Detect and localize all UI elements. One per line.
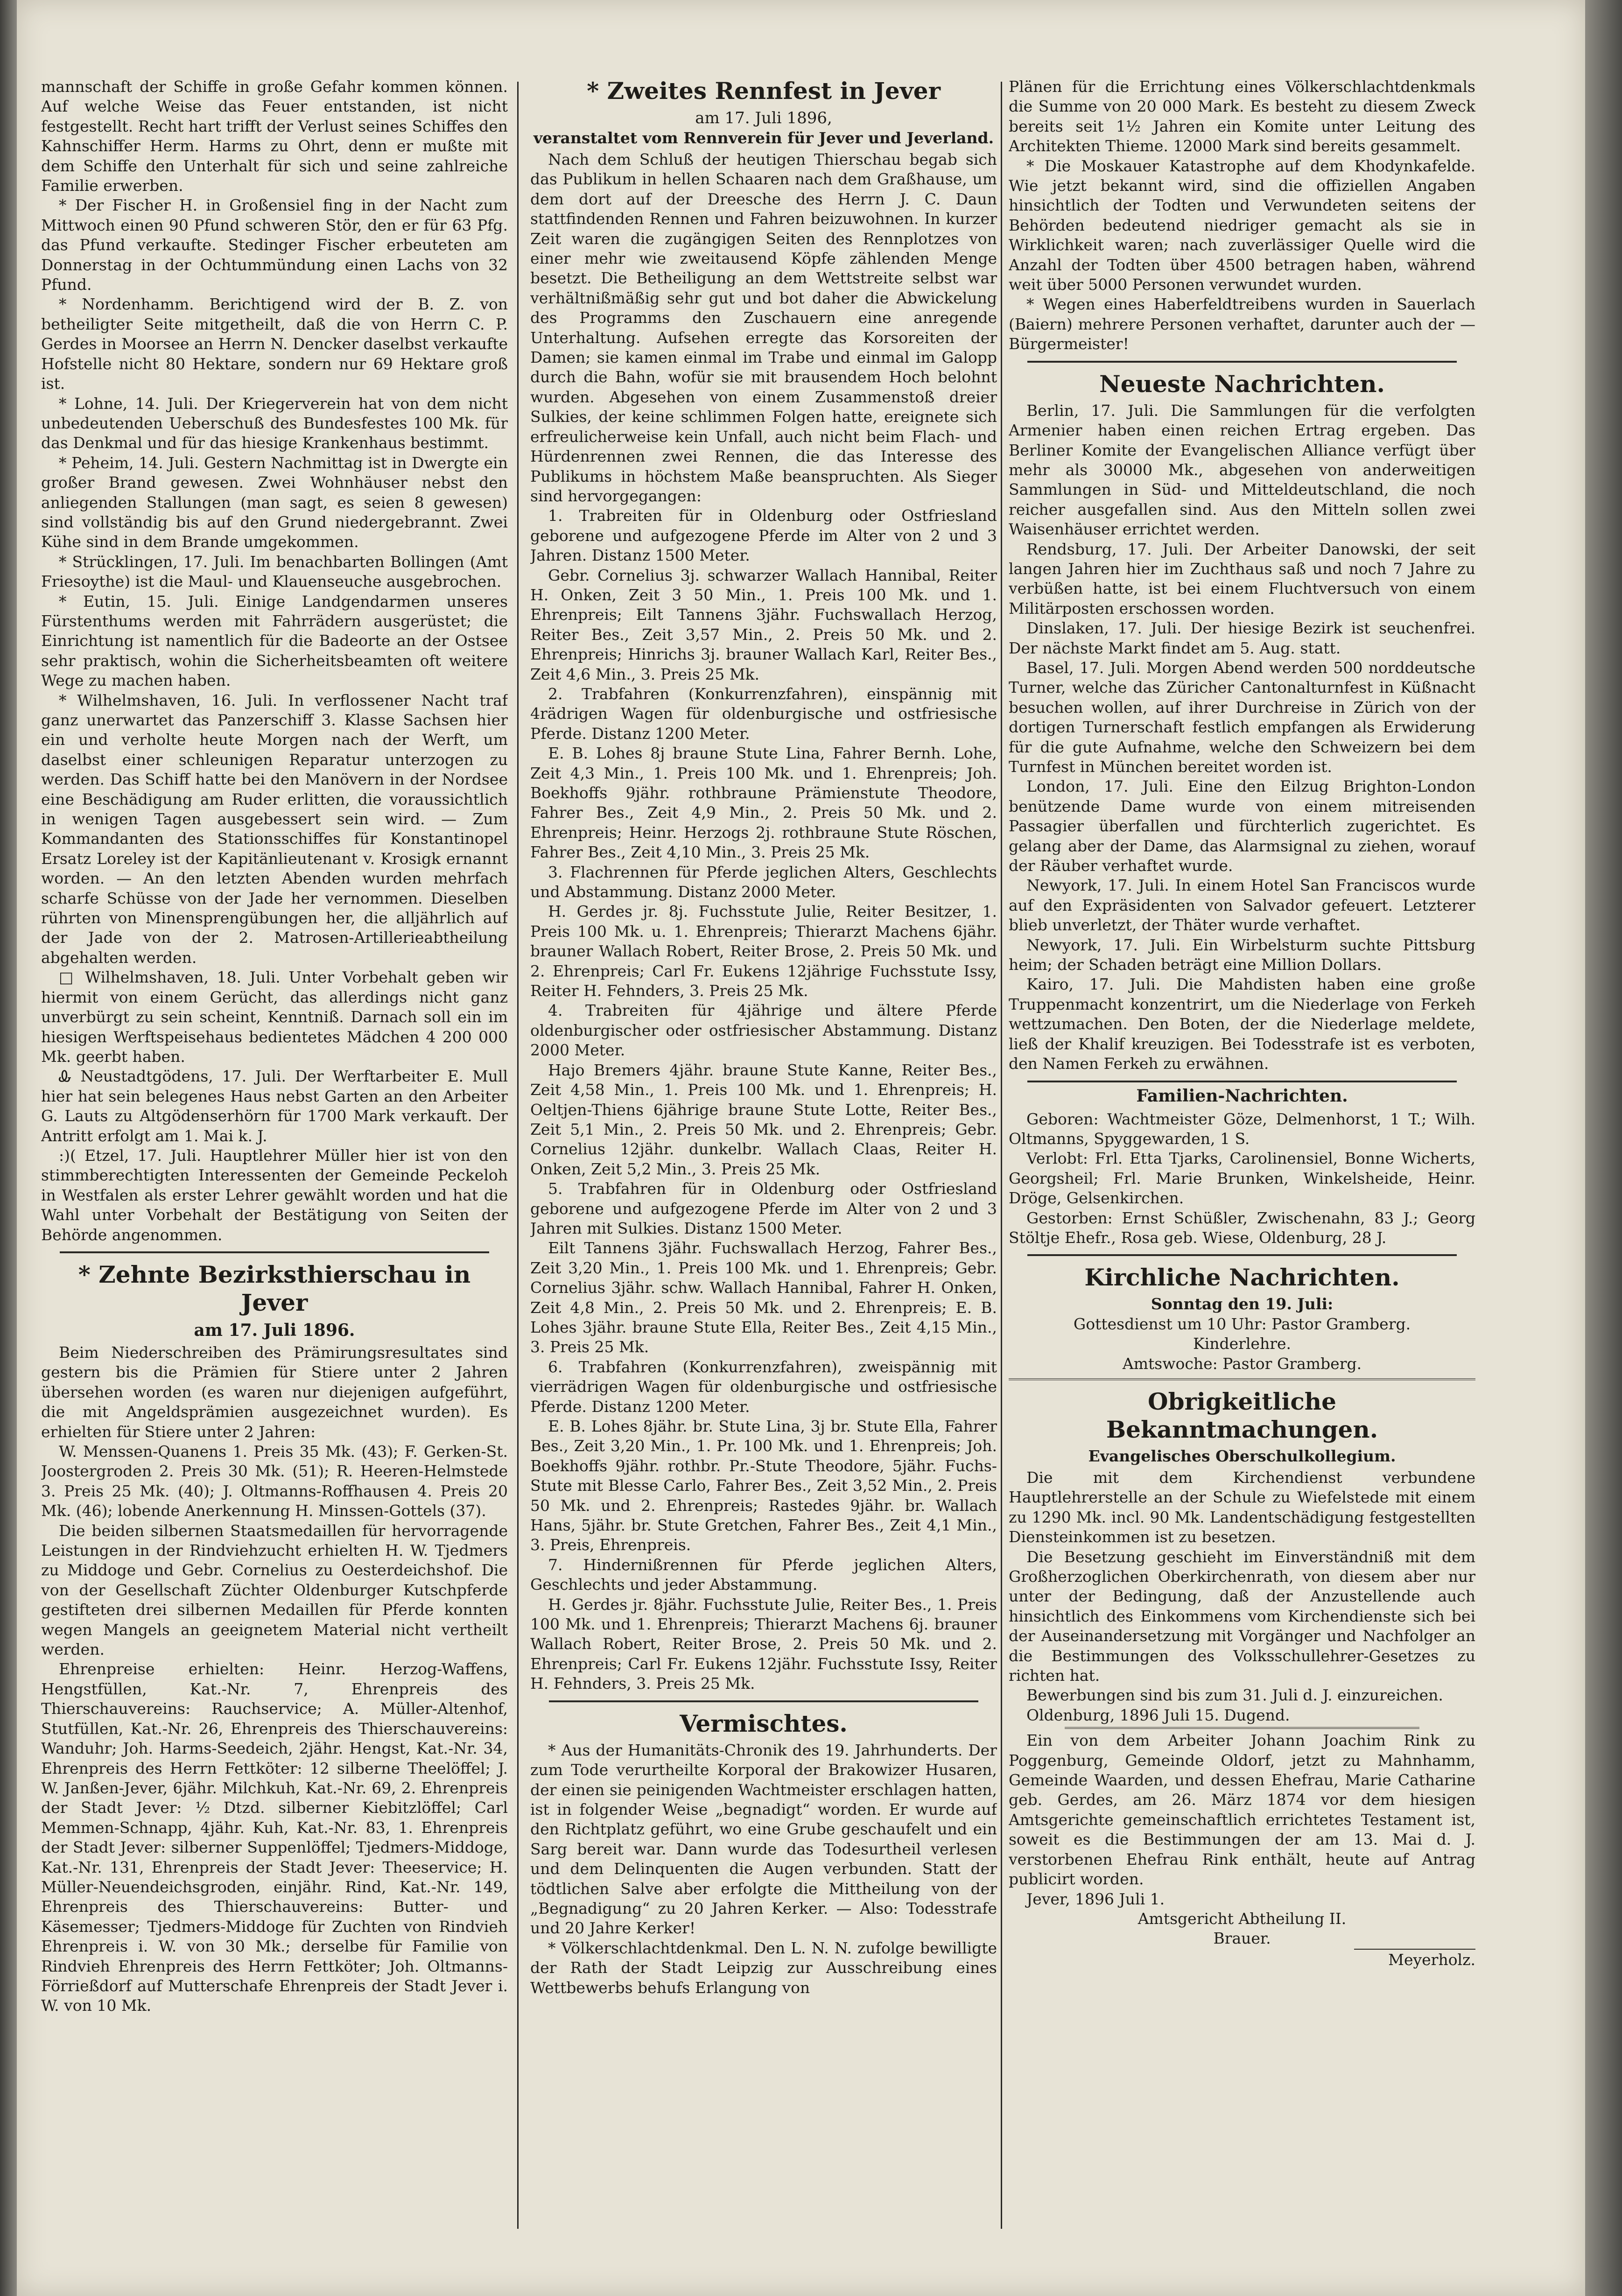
section-divider [1027,1081,1457,1082]
column-rule [517,82,519,2229]
article-paragraph: * Die Moskauer Katastrophe auf dem Khodynkafelde. Wie jetzt bekannt wird, sind die offiziellen Angaben hinsichtlich der Todten und Verwundeten seitens der Behörden bedeutend niedriger gemacht als sie in Wirklichkeit waren; nach zuverlässiger Quelle wird die Anzahl der Todten über 4500 betragen haben, während weit über 5000 Personen verwundet wurden. [1009,156,1475,294]
family-news-heading: Familien-Nachrichten. [1136,1086,1348,1106]
page-edge-right [1585,0,1622,2296]
article-paragraph: 6. Trabfahren (Konkurrenzfahren), zweispännig mit vierrädrigen Wagen für oldenburgische und ostfriesische Pferde. Distanz 1200 Meter. [530,1357,997,1416]
article-paragraph: * Wegen eines Haberfeldtreibens wurden in Sauerlach (Baiern) mehrere Personen verhaftet, darunter auch der — Bürgermeister! [1009,295,1475,353]
section-divider [549,1700,978,1702]
official-notices-heading: Obrigkeitliche Bekanntmachungen. [1106,1387,1378,1443]
article-paragraph: Eilt Tannens 3jähr. Fuchswallach Herzog, Fahrer Bes., Zeit 3,20 Min., 1. Preis 100 Mk. und 1. Ehrenpreis; Gebr. Cornelius 3jähr. schw. Wallach Hannibal, Fahrer H. Onken, Zeit 4,8 Min., 2. Preis 50 Mk. und 2. Ehrenpreis; E. B. Lohes 3jähr. braune Stute Ella, Reiter Bes., Zeit 4,15 Min., 3. Preis 25 Mk. [530,1239,997,1356]
article-date: am 17. Juli 1896, [695,109,832,127]
section-heading: Neueste Nachrichten. [1099,370,1385,398]
section-heading: Vermischtes. [680,1709,848,1737]
official-authority: Evangelisches Oberschulkollegium. [1088,1446,1396,1465]
article-paragraph: * Peheim, 14. Juli. Gestern Nachmittag ist in Dwergte ein großer Brand gewesen. Zwei Wohnhäuser nebst den anliegenden Stallungen (man sagt, es seien 8 gewesen) sind vollständig bis auf den Grund niedergebrannt. Zwei Kühe sind in dem Brande umgekommen. [41,453,508,551]
article-paragraph: 4. Trabreiten für 4jährige und ältere Pferde oldenburgischer oder ostfriesischer Abstammung. Distanz 2000 Meter. [530,1001,997,1060]
column-rule [1001,82,1002,2229]
family-entry: Verlobt: Frl. Etta Tjarks, Carolinensiel, Bonne Wicherts, Georgsheil; Frl. Marie Brunken, Winkelsheide, Heinr. Dröge, Gelsenkirchen. [1009,1149,1475,1208]
article-paragraph: H. Gerdes jr. 8jähr. Fuchsstute Julie, Reiter Bes., 1. Preis 100 Mk. und 1. Ehrenpreis; Thierarzt Machens 6j. brauner Wallach Robert, Reiter Brose, 2. Preis 50 Mk. und 2. Ehrenpreis; Carl Fr. Eukens 12jähr. Fuchsstute Issy, Reiter H. Fehnders, 3. Preis 25 Mk. [530,1595,997,1693]
article-heading: * Zehnte Bezirksthierschau in Jever [78,1260,471,1316]
section-divider [1027,361,1457,363]
news-item: Berlin, 17. Juli. Die Sammlungen für die verfolgten Armenier haben einen reichen Ertrag ergeben. Das Berliner Komite der Evangelischen Alliance verfügt über mehr als 30000 Mk., abgesehen von anderweitigen Sammlungen in Süd- und Mitteldeutschland, die noch reicher ausgefallen sind. Aus den Mitteln sollen zwei Waisenhäuser errichtet werden. [1009,401,1475,539]
notice-signature: Oldenburg, 1896 Juli 15. Dugend. [1026,1706,1290,1724]
column-middle [530,77,997,2235]
article-paragraph: 1. Trabreiten für in Oldenburg oder Ostfriesland geborene und aufgezogene Pferde im Alter von 2 und 3 Jahren. Distanz 1500 Meter. [530,506,997,565]
article-date: am 17. Juli 1896. [194,1320,355,1340]
notice-paragraph: Jever, 1896 Juli 1. [1026,1889,1165,1908]
article-paragraph: Ehrenpreise erhielten: Heinr. Herzog-Waffens, Hengstfüllen, Kat.-Nr. 7, Ehrenpreis des Thierschauvereins: Rauchservice; A. Müller-Altenhof, Stutfüllen, Kat.-Nr. 26, Ehrenpreis des Thierschauvereins: Wanduhr; Joh. Harms-Seedeich, 2jähr. Hengst, Kat.-Nr. 34, Ehrenpreis des Herrn Fettköter: 12 silberne Theelöffel; J. W. Janßen-Jever, 6jähr. Milchkuh, Kat.-Nr. 69, 2. Ehrenpreis der Stadt Jever: ½ Dtzd. silberner Kiebitzlöffel; Carl Memmen-Schnapp, 4jähr. Kuh, Kat.-Nr. 83, 1. Ehrenpreis der Stadt Jever: silberner Suppenlöffel; Tjedmers-Middoge, Kat.-Nr. 131, Ehrenpreis der Stadt Jever: Theeservice; H. Müller-Neuendeichsgroden, einjähr. Rind, Kat.-Nr. 149, Ehrenpreis des Thierschauvereins: Butter- und Käsemesser; Tjedmers-Middoge für Zuchten von Rindvieh Ehrenpreis i. W. von 30 Mk.; derselbe für Familie von Rindvieh Ehrenpreis des Herrn Fettköter; Joh. Oltmanns-Förrießdorf auf Mutterschafe Ehrenpreis der Stadt Jever i. W. von 10 Mk. [41,1660,508,2015]
news-item: Basel, 17. Juli. Morgen Abend werden 500 norddeutsche Turner, welche das Züricher Cantonalturnfest in Küßnacht besuchen wollen, auf ihrer Durchreise in Zürich von der dortigen Turnerschaft festlich empfangen als Erwiderung für die gute Aufnahme, welche den Schweizern bei dem Turnfest in München bereitet worden ist. [1009,658,1475,776]
article-paragraph: mannschaft der Schiffe in große Gefahr kommen können. Auf welche Weise das Feuer entstanden, ist nicht festgestellt. Recht hart trifft der Verlust seines Schiffes den Kahnschiffer Herm. Harms zu Ohrt, denn er mußte mit dem Schiffe den Unterhalt für sich und seine zahlreiche Familie erwerben. [41,77,508,195]
article-paragraph: 2. Trabfahren (Konkurrenzfahren), einspännig mit 4rädrigen Wagen für oldenburgische und ostfriesische Pferde. Distanz 1200 Meter. [530,684,997,743]
article-paragraph: H. Gerdes jr. 8j. Fuchsstute Julie, Reiter Besitzer, 1. Preis 100 Mk. u. 1. Ehrenpreis; Thierarzt Machens 6jähr. brauner Wallach Robert, Reiter Brose, 2. Preis 50 Mk. und 2. Ehrenpreis; Carl Fr. Eukens 12jährige Fuchsstute Issy, Reiter H. Fehnders, 3. Preis 25 Mk. [530,902,997,1000]
news-item: Newyork, 17. Juli. In einem Hotel San Franciscos wurde auf den Expräsidenten von Salvador gefeuert. Letzterer blieb unverletzt, der Thäter wurde verhaftet. [1009,876,1475,934]
news-item: Kairo, 17. Juli. Die Mahdisten haben eine große Truppenmacht konzentrirt, um die Niederlage von Ferkeh wettzumachen. Den Boten, der die Niederlage meldete, ließ der Khalif kreuzigen. Bei Todesstrafe ist es verboten, den Namen Ferkeh zu erwähnen. [1009,975,1475,1073]
news-item: Newyork, 17. Juli. Ein Wirbelsturm suchte Pittsburg heim; der Schaden beträgt eine Million Dollars. [1009,935,1475,974]
church-date: Sonntag den 19. Juli: [1151,1295,1334,1313]
family-entry: Gestorben: Ernst Schüßler, Zwischenahn, 83 J.; Georg Stöltje Ehefr., Rosa geb. Wiese, Oldenburg, 28 J. [1009,1208,1475,1247]
court-official: Brauer. [1213,1929,1271,1948]
notice-divider [1065,1727,1419,1729]
article-paragraph: Hajo Bremers 4jähr. braune Stute Kanne, Reiter Bes., Zeit 4,58 Min., 1. Preis 100 Mk. und 1. Ehrenpreis; H. Oeltjen-Thiens 6jährige braune Stute Lotte, Reiter Bes., Zeit 5,1 Min., 2. Preis 50 Mk. und 2. Ehrenpreis; Gebr. Cornelius 12jähr. dunkelbr. Wallach Claas, Reiter H. Onken, Zeit 5,2 Min., 3. Preis 25 Mk. [530,1060,997,1178]
article-paragraph: E. B. Lohes 8jähr. br. Stute Lina, 3j br. Stute Ella, Fahrer Bes., Zeit 3,20 Min., 1. Pr. 100 Mk. und 1. Ehrenpreis; Joh. Boekhoffs 9jähr. rothbr. Pr.-Stute Theodore, 5jähr. Fuchs-Stute mit Blesse Carlo, Fahrer Bes., Zeit 3,52 Min., 2. Preis 50 Mk. und 2. Ehrenpreis; Rastedes 9jähr. br. Wallach Hans, 5jähr. br. Stute Gretchen, Fahrer Bes., Zeit 4,1 Min., 3. Preis, Ehrenpreis. [530,1417,997,1554]
article-paragraph: * Völkerschlachtdenkmal. Den L. N. N. zufolge bewilligte der Rath der Stadt Leipzig zur Ausschreibung eines Wettbewerbs behufs Erlangung von [530,1938,997,1997]
section-divider [60,1251,489,1253]
article-paragraph: * Strücklingen, 17. Juli. Im benachbarten Bollingen (Amt Friesoythe) ist die Maul- und Klauenseuche ausgebrochen. [41,552,508,591]
newspaper-page [17,0,1585,2296]
notice-paragraph: Die Besetzung geschieht im Einverständniß mit dem Großherzoglichen Oberkirchenrath, von diesem aber nur unter der Bedingung, daß der Anzustellende auch hinsichtlich des Einkommens vom Kirchendienste sich bei der Auseinandersetzung mit Vorgänger und Nachfolger an die Bestimmungen des Volksschullehrer-Gesetzes zu richten hat. [1009,1547,1475,1685]
section-divider [1027,1254,1457,1256]
column-left [41,77,508,2235]
notice-paragraph: Ein von dem Arbeiter Johann Joachim Rink zu Poggenburg, Gemeinde Oldorf, jetzt zu Mahnhamm, Gemeinde Waarden, und dessen Ehefrau, Marie Catharine geb. Gerdes, am 26. März 1874 vor dem hiesigen Amtsgerichte gemeinschaftlich errichtetes Testament ist, soweit es die Bestimmungen der am 13. Mai d. J. verstorbenen Ehefrau Rink enthält, heute auf Antrag publicirt worden. [1009,1731,1475,1889]
article-paragraph: Plänen für die Errichtung eines Völkerschlachtdenkmals die Summe von 20 000 Mark. Es besteht zu diesem Zweck bereits seit 1½ Jahren ein Komite unter Leitung des Architekten Thieme. 12000 Mark sind bereits gesammelt. [1009,77,1475,155]
article-paragraph: W. Menssen-Quanens 1. Preis 35 Mk. (43); F. Gerken-St. Joostergroden 2. Preis 30 Mk. (51); R. Heeren-Helmstede 3. Preis 25 Mk. (40); J. Oltmanns-Roffhausen 4. Preis 20 Mk. (46); lobende Anerkennung H. Minssen-Gottels (37). [41,1442,508,1520]
column-right [1009,77,1475,2235]
news-item: Dinslaken, 17. Juli. Der hiesige Bezirk ist seuchenfrei. Der nächste Markt findet am 5. Aug. statt. [1009,619,1475,657]
notice-paragraph: Die mit dem Kirchendienst verbundene Hauptlehrerstelle an der Schule zu Wiefelstede mit einem zu 1290 Mk. incl. 90 Mk. Landentschädigung festgestellten Diensteinkommen ist zu besetzen. [1009,1468,1475,1546]
article-paragraph: □ Wilhelmshaven, 18. Juli. Unter Vorbehalt geben wir hiermit von einem Gerücht, das allerdings nicht ganz unverbürgt zu sein scheint, Kenntniß. Darnach soll ein im hiesigen Werftspeisehaus bedientetes Mädchen 4 200 000 Mk. geerbt haben. [41,968,508,1066]
church-news-heading: Kirchliche Nachrichten. [1084,1264,1400,1292]
article-heading: * Zweites Rennfest in Jever [587,77,941,105]
article-paragraph: E. B. Lohes 8j braune Stute Lina, Fahrer Bernh. Lohe, Zeit 4,3 Min., 1. Preis 100 Mk. und 1. Ehrenpreis; Joh. Boekhoffs 9jähr. rothbraune Prämienstute Theodore, Fahrer Bes., Zeit 4,9 Min., 2. Preis 50 Mk. und 2. Ehrenpreis; Heinr. Herzogs 2j. rothbraune Stute Röschen, Fahrer Bes., Zeit 4,10 Min., 3. Preis 25 Mk. [530,744,997,862]
article-paragraph: :)( Etzel, 17. Juli. Hauptlehrer Müller hier ist von den stimmberechtigten Interessenten der Gemeinde Peckeloh in Westfalen als erster Lehrer gewählt worden und hat die Wahl unter Vorbehalt der Bestätigung von Seiten der Behörde angenommen. [41,1146,508,1244]
church-line: Kinderlehre. [1193,1334,1292,1353]
article-paragraph: 5. Trabfahren für in Oldenburg oder Ostfriesland geborene und aufgezogene Pferde im Alter von 2 und 3 Jahren mit Sulkies. Distanz 1500 Meter. [530,1180,997,1237]
church-line: Amtswoche: Pastor Gramberg. [1122,1354,1362,1373]
article-paragraph: 3. Flachrennen für Pferde jeglichen Alters, Geschlechts und Abstammung. Distanz 2000 Meter. [530,863,997,901]
article-paragraph: * Aus der Humanitäts-Chronik des 19. Jahrhunderts. Der zum Tode verurtheilte Korporal der Brakowizer Husaren, der einen sie peinigenden Wachtmeister erschlagen hatten, ist in folgender Weise „begnadigt“ worden. Er wurde auf den Richtplatz geführt, wo eine Grube geschaufelt und ein Sarg bereit war. Dann wurde das Todesurtheil verlesen und dem Delinquenten die Augen verbunden. Statt der tödtlichen Salve aber erfolgte die Mittheilung von der „Begnadigung“ zu 20 Jahren Kerker. — Also: Todesstrafe und 20 Jahre Kerker! [530,1741,997,1938]
page-edge-left [0,0,17,2296]
article-paragraph: * Der Fischer H. in Großensiel fing in der Nacht zum Mittwoch einen 90 Pfund schweren Stör, den er für 63 Pfg. das Pfund verkaufte. Stedinger Fischer erbeuteten am Donnerstag in der Ochtummündung einen Lachs von 32 Pfund. [41,196,508,294]
article-paragraph: Gebr. Cornelius 3j. schwarzer Wallach Hannibal, Reiter H. Onken, Zeit 3 50 Min., 1. Preis 100 Mk. und 1. Ehrenpreis; Eilt Tannens 3jähr. Fuchswallach Herzog, Reiter Bes., Zeit 3,57 Min., 2. Preis 50 Mk. und 2. Ehrenpreis; Hinrichs 3j. brauner Wallach Karl, Reiter Bes., Zeit 4,6 Min., 3. Preis 25 Mk. [530,566,997,683]
family-entry: Geboren: Wachtmeister Göze, Delmenhorst, 1 T.; Wilh. Oltmanns, Spyggewarden, 1 S. [1009,1109,1475,1148]
section-divider [1009,1378,1475,1380]
news-item: Rendsburg, 17. Juli. Der Arbeiter Danowski, der seit langen Jahren hier im Zuchthaus saß und noch 7 Jahre zu verbüßen hatte, ist bei einem Fluchtversuch von einem Militärposten erschossen worden. [1009,540,1475,618]
article-paragraph: Beim Niederschreiben des Prämirungsresultates sind gestern bis die Prämien für Stiere unter 2 Jahren übersehen worden (es waren nur diejenigen aufgeführt, die mit Angeldsprämien ausgezeichnet wurden). Es erhielten für Stiere unter 2 Jahren: [41,1343,508,1441]
article-paragraph: * Lohne, 14. Juli. Der Kriegerverein hat von dem nicht unbedeutenden Ueberschuß des Bundesfestes 100 Mk. für das Denkmal und für das hiesige Krankenhaus bestimmt. [41,394,508,452]
article-paragraph: * Wilhelmshaven, 16. Juli. In verflossener Nacht traf ganz unerwartet das Panzerschiff 3. Klasse Sachsen hier ein und verholte heute Morgen nach der Werft, um daselbst einer schleunigen Reparatur unterzogen zu werden. Das Schiff hatte bei den Manövern in der Nordsee eine Beschädigung am Ruder erlitten, die voraussichtlich in wenigen Tagen ausgebessert sein wird. — Zum Kommandanten des Stationsschiffes für Konstantinopel Ersatz Loreley ist der Kapitänlieutenant v. Krosigk ernannt worden. — An den letzten Abenden wurden mehrfach scharfe Schüsse von der Jade her vernommen. Dieselben rührten von Minensprengübungen her, die alljährlich auf der Jade von der 2. Matrosen-Artillerieabtheilung abgehalten werden. [41,691,508,967]
article-paragraph: Ꮂ Neustadtgödens, 17. Juli. Der Werftarbeiter E. Mull hier hat sein belegenes Haus nebst Garten an den Arbeiter G. Lauts zu Altgödenserhörn für 1700 Mark verkauft. Der Antritt erfolgt am 1. Mai k. J. [41,1067,508,1145]
notice-paragraph: Bewerbungen sind bis zum 31. Juli d. J. einzureichen. [1026,1686,1443,1705]
article-subheading: veranstaltet vom Rennverein für Jever und Jeverland. [533,129,994,147]
signature: Meyerholz. [1388,1950,1475,1969]
article-paragraph: Die beiden silbernen Staatsmedaillen für hervorragende Leistungen in der Rindviehzucht erhielten H. W. Tjedmers zu Middoge und Gebr. Cornelius zu Oesterdeichshof. Die von der Gesellschaft Züchter Oldenburger Kutschpferde gestifteten drei silbernen Medaillen für Pferde konnten wegen Mangels an geeignetem Material nicht vertheilt werden. [41,1521,508,1659]
article-paragraph: Nach dem Schluß der heutigen Thierschau begab sich das Publikum in hellen Schaaren nach dem Graßhause, um dem dort auf der Dreesche des Herrn J. C. Daun stattfindenden Rennen und Fahren beizuwohnen. In kurzer Zeit waren die zugängigen Seiten des Rennplotzes von einer mehr wie zweitausend Köpfe zählenden Menge besetzt. Die Betheiligung an dem Wettstreite selbst war verhältnißmäßig sehr gut und bot daher die Abwickelung des Programms den Zuschauern eine anregende Unterhaltung. Aufsehen erregte das Korsoreiten der Damen; sie kamen einmal im Trabe und einmal im Galopp durch die Bahn, wofür sie mit brausendem Hoch belohnt wurden. Abgesehen von einem Zusammenstoß dreier Sulkies, der keine schlimmen Folgen hatte, ereignete sich erfreulicherweise kein Unfall, auch nicht beim Flach- und Hürdenrennen zwei Rennen, die das Interesse des Publikums in höchstem Maße beanspruchten. Als Sieger sind hervorgegangen: [530,150,997,505]
article-paragraph: * Nordenhamm. Berichtigend wird der B. Z. von betheiligter Seite mitgetheilt, daß die von Herrn C. P. Gerdes in Moorsee an Herrn N. Dencker daselbst verkaufte Hofstelle nicht 80 Hektare, sondern nur 69 Hektare groß ist. [41,295,508,393]
church-line: Gottesdienst um 10 Uhr: Pastor Gramberg. [1073,1314,1411,1333]
news-item: London, 17. Juli. Eine den Eilzug Brighton-London benützende Dame wurde von einem mitreisenden Passagier überfallen und fürchterlich zugerichtet. Es gelang aber der Dame, das Alarmsignal zu ziehen, worauf der Räuber verhaftet wurde. [1009,777,1475,875]
article-paragraph: * Eutin, 15. Juli. Einige Landgendarmen unseres Fürstenthums werden mit Fahrrädern ausgerüstet; die Einrichtung ist namentlich für die Badeorte an der Ostsee sehr praktisch, wohin die Sicherheitsbeamten oft weitere Wege zu machen haben. [41,592,508,690]
article-paragraph: 7. Hindernißrennen für Pferde jeglichen Alters, Geschlechts und jeder Abstammung. [530,1555,997,1594]
court-name: Amtsgericht Abtheilung II. [1138,1909,1347,1928]
